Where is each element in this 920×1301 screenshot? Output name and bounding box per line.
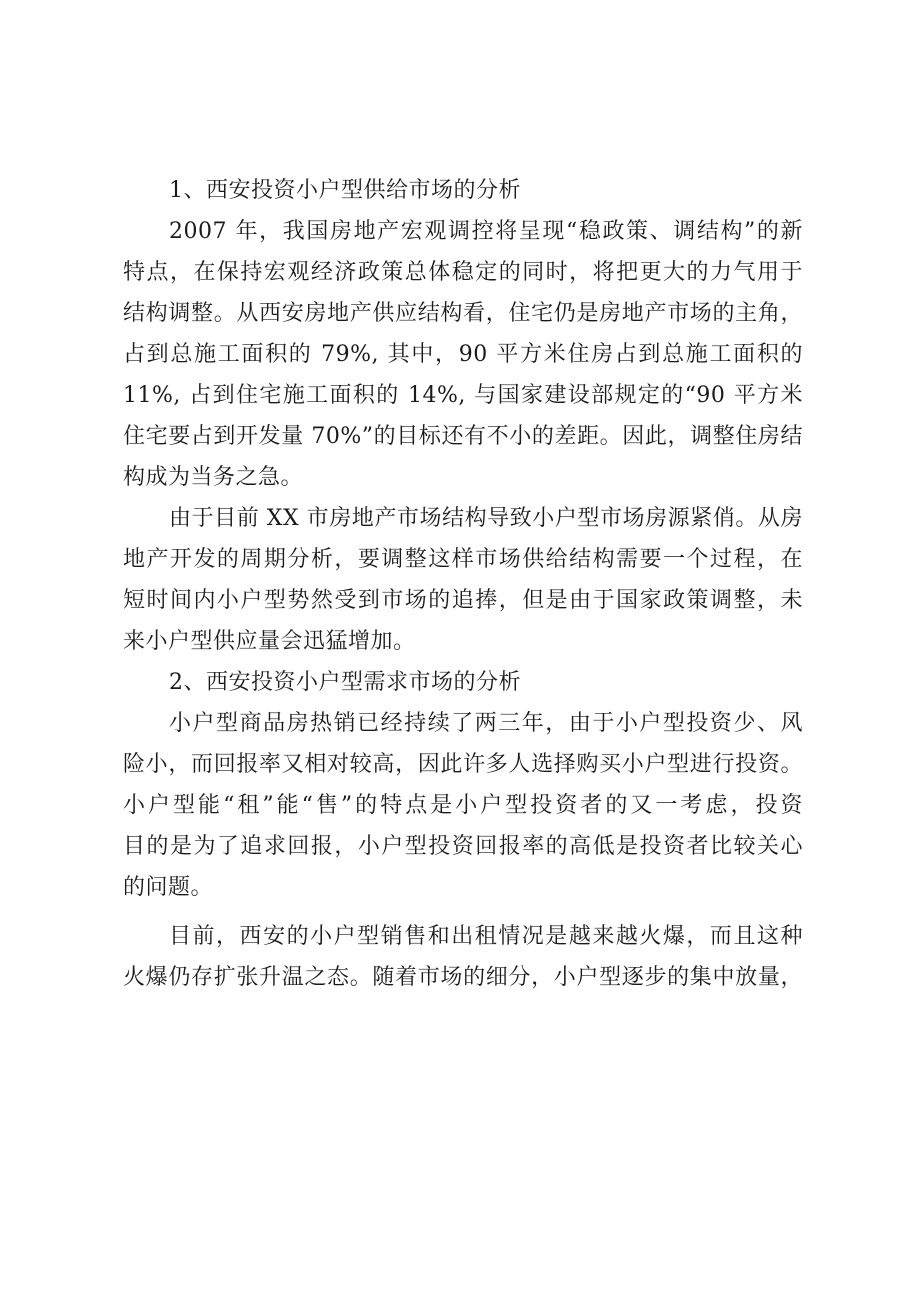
paragraph-line: 住宅要占到开发量 70%”的目标还有不小的差距。因此，调整住房结	[123, 424, 803, 449]
document-body	[123, 170, 803, 998]
paragraph-line: 来小户型供应量会迅猛增加。	[123, 629, 416, 654]
paragraph-3	[123, 703, 803, 908]
paragraph-line: 目前，西安的小户型销售和出租情况是越来越火爆，而且这种	[169, 924, 803, 949]
paragraph-line: 小户型商品房热销已经持续了两三年，由于小户型投资少、风	[169, 711, 803, 736]
paragraph-line: 2007 年，我国房地产宏观调控将呈现“稳政策、调结构”的新	[169, 219, 803, 244]
paragraph-line: 的问题。	[123, 875, 214, 900]
section-heading-2: 2、西安投资小户型需求市场的分析	[169, 670, 521, 695]
section-heading-1: 1、西安投资小户型供给市场的分析	[169, 178, 521, 203]
paragraph-line: 由于目前 XX 市房地产市场结构导致小户型市场房源紧俏。从房	[169, 506, 803, 531]
paragraph-line: 构成为当务之急。	[123, 465, 304, 490]
paragraph-line: 小户型能“租”能“售”的特点是小户型投资者的又一考虑，投资	[123, 793, 803, 818]
paragraph-line: 结构调整。从西安房地产供应结构看，住宅仍是房地产市场的主角，	[123, 301, 803, 326]
paragraph-line: 短时间内小户型势然受到市场的追捧，但是由于国家政策调整，未	[123, 588, 803, 613]
paragraph-line: 地产开发的周期分析，要调整这样市场供给结构需要一个过程，在	[123, 547, 803, 572]
paragraph-2	[123, 498, 803, 662]
paragraph-line: 占到总施工面积的 79%, 其中，90 平方米住房占到总施工面积的	[123, 342, 803, 367]
paragraph-line: 险小，而回报率又相对较高，因此许多人选择购买小户型进行投资。	[123, 752, 803, 777]
paragraph-1	[123, 211, 803, 498]
paragraph-line: 11%, 占到住宅施工面积的 14%, 与国家建设部规定的“90 平方米	[123, 383, 803, 408]
paragraph-line: 火爆仍存扩张升温之态。随着市场的细分，小户型逐步的集中放量，	[123, 965, 803, 990]
paragraph-line: 目的是为了追求回报，小户型投资回报率的高低是投资者比较关心	[123, 834, 803, 859]
paragraph-line: 特点，在保持宏观经济政策总体稳定的同时，将把更大的力气用于	[123, 260, 803, 285]
paragraph-4	[123, 916, 803, 998]
paragraph-spacer	[123, 908, 803, 916]
